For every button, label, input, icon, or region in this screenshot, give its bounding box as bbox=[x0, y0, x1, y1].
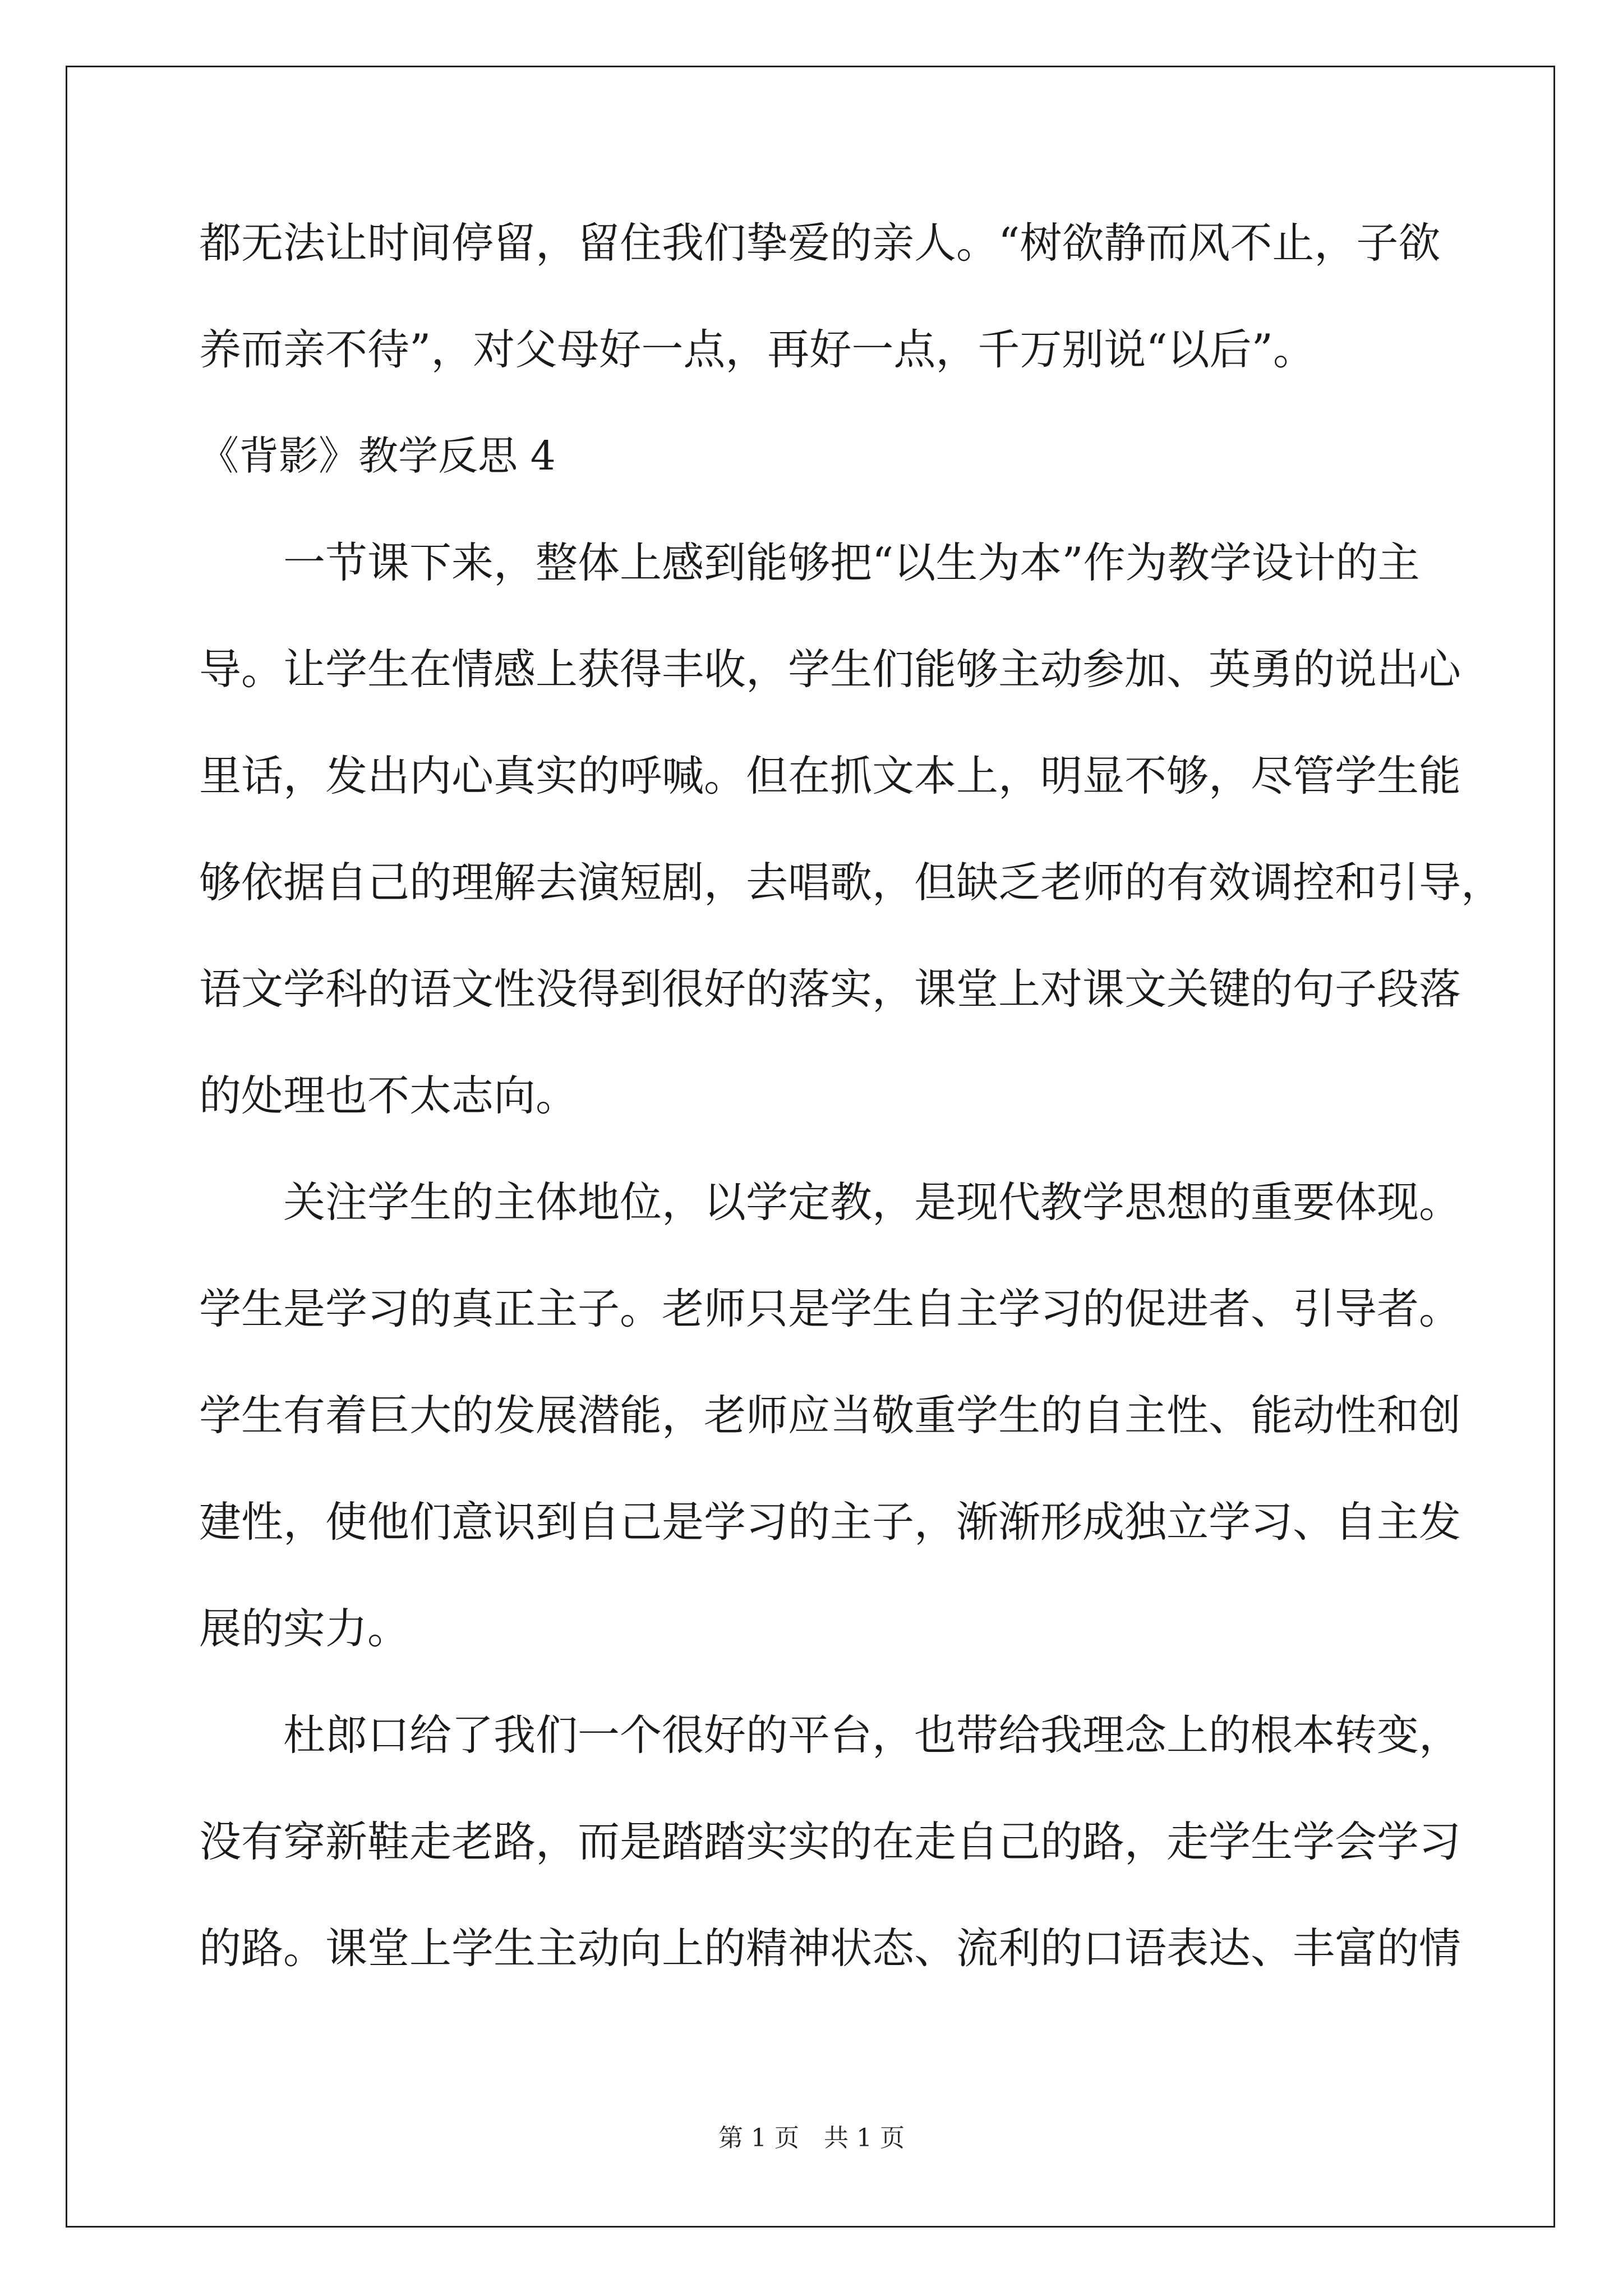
text-line: 够依据自己的理解去演短剧，去唱歌，但缺乏老师的有效调控和引导， bbox=[199, 858, 1504, 907]
text-line: 的处理也不太志向。 bbox=[199, 1071, 578, 1120]
text-line: 学生有着巨大的发展潜能，老师应当敬重学生的自主性、能动性和创 bbox=[199, 1391, 1461, 1440]
text-line: 都无法让时间停留，留住我们挚爱的亲人。“树欲静而风不止，子欲 bbox=[199, 218, 1441, 268]
text-line: 语文学科的语文性没得到很好的落实，课堂上对课文关键的句子段落 bbox=[199, 964, 1461, 1014]
text-line: 没有穿新鞋走老路，而是踏踏实实的在走自己的路，走学生学会学习 bbox=[199, 1817, 1461, 1866]
text-line: 展的实力。 bbox=[199, 1604, 410, 1653]
text-line: 导。让学生在情感上获得丰收，学生们能够主动参加、英勇的说出心 bbox=[199, 645, 1461, 694]
section-heading: 《背影》教学反思 4 bbox=[199, 432, 556, 479]
paragraph-first-line: 一节课下来，整体上感到能够把“以生为本”作为教学设计的主 bbox=[283, 538, 1420, 587]
text-line: 建性，使他们意识到自己是学习的主子，渐渐形成独立学习、自主发 bbox=[199, 1497, 1461, 1547]
text-line: 里话，发出内心真实的呼喊。但在抓文本上，明显不够，尽管学生能 bbox=[199, 751, 1461, 800]
text-line: 的路。课堂上学生主动向上的精神状态、流利的口语表达、丰富的情 bbox=[199, 1924, 1461, 1973]
paragraph-first-line: 关注学生的主体地位，以学定教，是现代教学思想的重要体现。 bbox=[283, 1177, 1461, 1227]
text-line: 养而亲不待”，对父母好一点，再好一点，千万别说“以后”。 bbox=[199, 325, 1316, 374]
paragraph-first-line: 杜郎口给了我们一个很好的平台，也带给我理念上的根本转变， bbox=[283, 1710, 1461, 1760]
text-line: 学生是学习的真正主子。老师只是学生自主学习的促进者、引导者。 bbox=[199, 1284, 1461, 1333]
page-footer: 第 1 页 共 1 页 bbox=[718, 2124, 905, 2152]
page-border bbox=[66, 66, 1555, 2228]
